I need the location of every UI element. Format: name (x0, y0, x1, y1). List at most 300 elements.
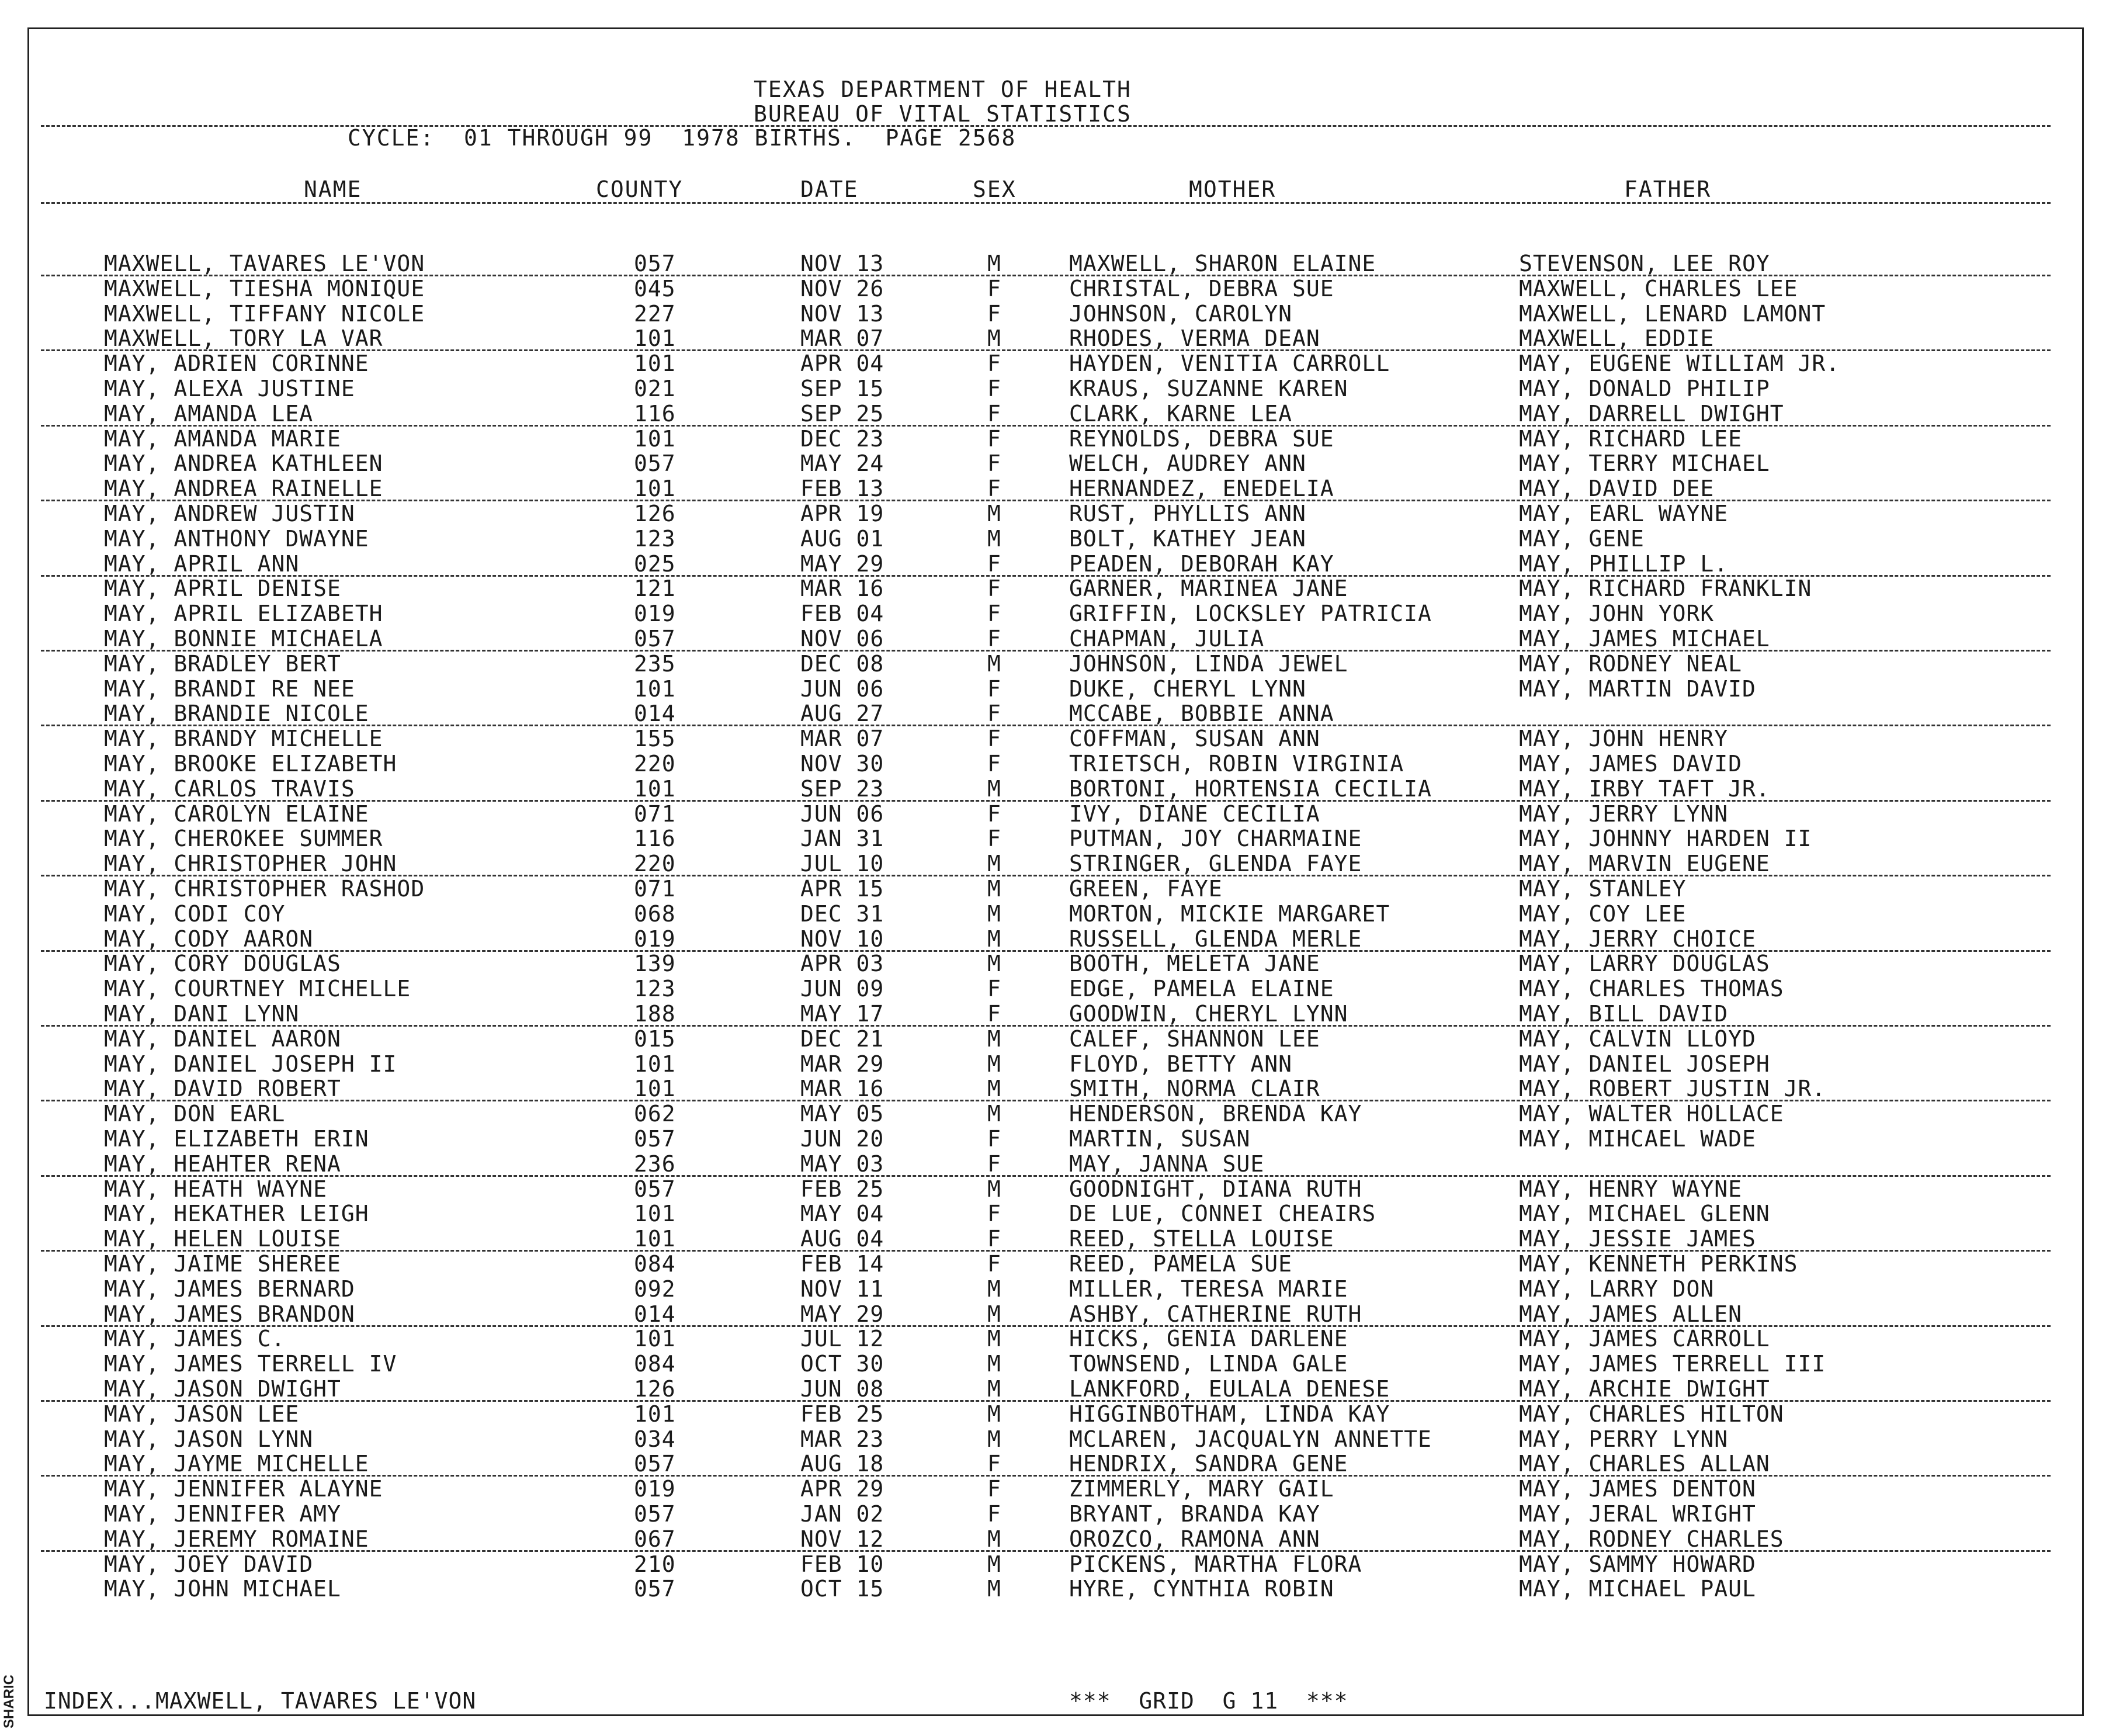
row-county: 101 (634, 1326, 676, 1352)
row-name: MAY, ANTHONY DWAYNE (104, 526, 369, 552)
row-mother: HENDRIX, SANDRA GENE (1069, 1451, 1348, 1477)
row-father: MAY, JOHN HENRY (1519, 726, 1729, 751)
row-date: APR 19 (800, 501, 884, 526)
row-name: MAXWELL, TIESHA MONIQUE (104, 276, 425, 302)
row-sex: M (987, 926, 1001, 952)
row-father: STEVENSON, LEE ROY (1519, 251, 1770, 276)
row-county: 071 (634, 801, 676, 827)
row-sex: F (987, 1151, 1001, 1177)
row-sex: M (987, 1576, 1001, 1602)
row-county: 227 (634, 301, 676, 327)
row-name: MAY, JAMES C. (104, 1326, 286, 1352)
row-mother: PEADEN, DEBORAH KAY (1069, 551, 1334, 577)
row-date: MAY 05 (800, 1101, 884, 1127)
row-date: JUN 06 (800, 676, 884, 702)
row-father: MAY, STANLEY (1519, 876, 1687, 902)
row-name: MAY, JASON LYNN (104, 1426, 314, 1452)
row-county: 126 (634, 1376, 676, 1402)
row-name: MAY, AMANDA MARIE (104, 426, 341, 452)
row-sex: F (987, 301, 1001, 327)
row-mother: CLARK, KARNE LEA (1069, 401, 1293, 427)
row-county: 014 (634, 1301, 676, 1327)
row-father: MAY, EUGENE WILLIAM JR. (1519, 351, 1840, 376)
row-mother: GOODWIN, CHERYL LYNN (1069, 1001, 1348, 1027)
row-name: MAY, JOHN MICHAEL (104, 1576, 341, 1602)
row-county: 121 (634, 576, 676, 601)
row-sex: M (987, 1426, 1001, 1452)
row-father: MAY, LARRY DOUGLAS (1519, 951, 1770, 976)
row-name: MAY, JASON DWIGHT (104, 1376, 341, 1402)
row-father: MAY, JAMES DAVID (1519, 751, 1743, 777)
row-name: MAY, HEATH WAYNE (104, 1176, 328, 1202)
row-name: MAXWELL, TIFFANY NICOLE (104, 301, 425, 327)
row-mother: PUTMAN, JOY CHARMAINE (1069, 826, 1362, 851)
row-father: MAY, JAMES ALLEN (1519, 1301, 1743, 1327)
row-county: 220 (634, 751, 676, 777)
row-date: NOV 06 (800, 626, 884, 652)
row-date: MAY 04 (800, 1201, 884, 1226)
row-mother: ASHBY, CATHERINE RUTH (1069, 1301, 1362, 1327)
row-date: APR 04 (800, 351, 884, 376)
row-mother: BOLT, KATHEY JEAN (1069, 526, 1306, 552)
row-name: MAY, CHRISTOPHER RASHOD (104, 876, 425, 902)
row-name: MAY, HELEN LOUISE (104, 1226, 341, 1252)
row-sex: F (987, 826, 1001, 851)
row-sex: F (987, 701, 1001, 726)
row-mother: REED, PAMELA SUE (1069, 1251, 1293, 1277)
row-date: SEP 23 (800, 776, 884, 802)
row-name: MAY, JAMES TERRELL IV (104, 1351, 397, 1377)
row-mother: CALEF, SHANNON LEE (1069, 1026, 1320, 1052)
column-header-sex: SEX (973, 176, 1017, 202)
row-name: MAY, APRIL DENISE (104, 576, 341, 601)
header-cycle: CYCLE: 01 THROUGH 99 1978 BIRTHS. PAGE 2568 (348, 125, 1017, 151)
header-divider (41, 125, 2051, 127)
row-name: MAXWELL, TORY LA VAR (104, 325, 383, 351)
row-sex: M (987, 1101, 1001, 1127)
row-date: JAN 02 (800, 1501, 884, 1527)
row-county: 101 (634, 1051, 676, 1077)
row-sex: M (987, 1176, 1001, 1202)
row-father: MAY, DARRELL DWIGHT (1519, 401, 1784, 427)
row-father: MAXWELL, EDDIE (1519, 325, 1715, 351)
row-sex: F (987, 351, 1001, 376)
row-date: MAR 16 (800, 1076, 884, 1101)
row-county: 062 (634, 1101, 676, 1127)
row-name: MAY, JAMES BRANDON (104, 1301, 355, 1327)
row-mother: COFFMAN, SUSAN ANN (1069, 726, 1320, 751)
row-date: MAR 16 (800, 576, 884, 601)
row-mother: RHODES, VERMA DEAN (1069, 325, 1320, 351)
row-sex: F (987, 1451, 1001, 1477)
row-mother: MARTIN, SUSAN (1069, 1126, 1251, 1152)
row-sex: F (987, 1201, 1001, 1226)
row-date: NOV 12 (800, 1526, 884, 1552)
row-county: 025 (634, 551, 676, 577)
row-divider (41, 650, 2051, 652)
row-father: MAY, DONALD PHILIP (1519, 376, 1770, 401)
row-name: MAY, CODI COY (104, 901, 286, 927)
row-county: 101 (634, 1201, 676, 1226)
row-sex: F (987, 726, 1001, 751)
row-father: MAY, CHARLES ALLAN (1519, 1451, 1770, 1477)
row-county: 139 (634, 951, 676, 976)
row-sex: F (987, 1476, 1001, 1502)
row-county: 015 (634, 1026, 676, 1052)
row-date: OCT 15 (800, 1576, 884, 1602)
row-father: MAY, WALTER HOLLACE (1519, 1101, 1784, 1127)
row-county: 019 (634, 601, 676, 626)
row-county: 236 (634, 1151, 676, 1177)
row-father: MAY, JOHN YORK (1519, 601, 1715, 626)
row-name: MAY, DON EARL (104, 1101, 286, 1127)
row-name: MAY, APRIL ANN (104, 551, 300, 577)
row-name: MAY, ANDREA KATHLEEN (104, 451, 383, 476)
row-name: MAY, JAIME SHEREE (104, 1251, 341, 1277)
row-mother: LANKFORD, EULALA DENESE (1069, 1376, 1390, 1402)
row-date: MAR 07 (800, 726, 884, 751)
row-sex: F (987, 476, 1001, 501)
row-date: FEB 25 (800, 1401, 884, 1427)
row-divider (41, 1175, 2051, 1177)
row-mother: GRIFFIN, LOCKSLEY PATRICIA (1069, 601, 1432, 626)
row-name: MAXWELL, TAVARES LE'VON (104, 251, 425, 276)
row-father: MAY, RODNEY NEAL (1519, 651, 1743, 677)
row-name: MAY, JOEY DAVID (104, 1551, 314, 1577)
row-county: 101 (634, 1076, 676, 1101)
row-name: MAY, CAROLYN ELAINE (104, 801, 369, 827)
row-date: MAY 29 (800, 1301, 884, 1327)
row-mother: MILLER, TERESA MARIE (1069, 1276, 1348, 1302)
row-father: MAY, GENE (1519, 526, 1645, 552)
row-name: MAY, ALEXA JUSTINE (104, 376, 355, 401)
row-date: NOV 26 (800, 276, 884, 302)
row-county: 101 (634, 1226, 676, 1252)
row-county: 116 (634, 826, 676, 851)
footer-index: INDEX...MAXWELL, TAVARES LE'VON (44, 1688, 477, 1714)
row-father: MAXWELL, CHARLES LEE (1519, 276, 1798, 302)
row-mother: MCLAREN, JACQUALYN ANNETTE (1069, 1426, 1432, 1452)
row-name: MAY, CODY AARON (104, 926, 314, 952)
row-mother: SMITH, NORMA CLAIR (1069, 1076, 1320, 1101)
row-mother: STRINGER, GLENDA FAYE (1069, 851, 1362, 876)
row-sex: F (987, 751, 1001, 777)
row-name: MAY, JENNIFER ALAYNE (104, 1476, 383, 1502)
row-name: MAY, CORY DOUGLAS (104, 951, 341, 976)
row-county: 084 (634, 1351, 676, 1377)
row-county: 101 (634, 676, 676, 702)
row-sex: M (987, 1551, 1001, 1577)
row-mother: JOHNSON, LINDA JEWEL (1069, 651, 1348, 677)
row-mother: OROZCO, RAMONA ANN (1069, 1526, 1320, 1552)
row-name: MAY, CARLOS TRAVIS (104, 776, 355, 802)
row-name: MAY, CHEROKEE SUMMER (104, 826, 383, 851)
row-mother: PICKENS, MARTHA FLORA (1069, 1551, 1362, 1577)
side-label-text: SHARIC (1, 1674, 17, 1728)
row-name: MAY, BRANDI RE NEE (104, 676, 355, 702)
row-date: MAR 07 (800, 325, 884, 351)
row-father: MAY, CHARLES HILTON (1519, 1401, 1784, 1427)
row-name: MAY, COURTNEY MICHELLE (104, 976, 411, 1002)
row-sex: F (987, 551, 1001, 577)
row-sex: M (987, 851, 1001, 876)
row-date: MAY 03 (800, 1151, 884, 1177)
row-sex: F (987, 401, 1001, 427)
column-header-divider (41, 202, 2051, 204)
column-header-date: DATE (800, 176, 859, 202)
row-date: NOV 10 (800, 926, 884, 952)
row-mother: JOHNSON, CAROLYN (1069, 301, 1293, 327)
row-sex: F (987, 1001, 1001, 1027)
row-sex: M (987, 776, 1001, 802)
row-date: DEC 08 (800, 651, 884, 677)
row-sex: F (987, 601, 1001, 626)
row-date: APR 29 (800, 1476, 884, 1502)
row-father: MAY, RODNEY CHARLES (1519, 1526, 1784, 1552)
row-father: MAY, JERRY CHOICE (1519, 926, 1756, 952)
row-sex: M (987, 1076, 1001, 1101)
row-sex: M (987, 901, 1001, 927)
row-county: 101 (634, 776, 676, 802)
row-name: MAY, JAYME MICHELLE (104, 1451, 369, 1477)
row-date: APR 15 (800, 876, 884, 902)
row-date: MAY 17 (800, 1001, 884, 1027)
row-sex: M (987, 1526, 1001, 1552)
row-sex: F (987, 376, 1001, 401)
row-father: MAY, PERRY LYNN (1519, 1426, 1729, 1452)
row-county: 057 (634, 1126, 676, 1152)
column-header-county: COUNTY (596, 176, 684, 202)
row-county: 123 (634, 976, 676, 1002)
row-mother: BORTONI, HORTENSIA CECILIA (1069, 776, 1432, 802)
row-father: MAY, JAMES CARROLL (1519, 1326, 1770, 1352)
row-mother: DE LUE, CONNEI CHEAIRS (1069, 1201, 1376, 1226)
row-name: MAY, BRANDIE NICOLE (104, 701, 369, 726)
row-mother: RUSSELL, GLENDA MERLE (1069, 926, 1362, 952)
row-name: MAY, ADRIEN CORINNE (104, 351, 369, 376)
row-mother: TRIETSCH, ROBIN VIRGINIA (1069, 751, 1404, 777)
row-mother: EDGE, PAMELA ELAINE (1069, 976, 1334, 1002)
row-sex: M (987, 1276, 1001, 1302)
row-date: JUL 12 (800, 1326, 884, 1352)
row-date: JUN 06 (800, 801, 884, 827)
row-name: MAY, DANIEL JOSEPH II (104, 1051, 397, 1077)
row-county: 057 (634, 1576, 676, 1602)
row-name: MAY, CHRISTOPHER JOHN (104, 851, 397, 876)
header-department: TEXAS DEPARTMENT OF HEALTH (754, 77, 1132, 102)
row-divider (41, 425, 2051, 427)
row-date: JAN 31 (800, 826, 884, 851)
row-county: 014 (634, 701, 676, 726)
row-mother: HYRE, CYNTHIA ROBIN (1069, 1576, 1334, 1602)
row-county: 220 (634, 851, 676, 876)
row-date: NOV 13 (800, 301, 884, 327)
row-father: MAY, TERRY MICHAEL (1519, 451, 1770, 476)
row-date: FEB 13 (800, 476, 884, 501)
row-date: NOV 30 (800, 751, 884, 777)
row-date: DEC 31 (800, 901, 884, 927)
row-mother: HERNANDEZ, ENEDELIA (1069, 476, 1334, 501)
row-father: MAY, KENNETH PERKINS (1519, 1251, 1798, 1277)
column-header-mother: MOTHER (1189, 176, 1276, 202)
row-mother: REYNOLDS, DEBRA SUE (1069, 426, 1334, 452)
row-date: AUG 04 (800, 1226, 884, 1252)
row-sex: M (987, 526, 1001, 552)
row-county: 057 (634, 251, 676, 276)
row-name: MAY, JASON LEE (104, 1401, 300, 1427)
row-sex: F (987, 1126, 1001, 1152)
row-date: JUL 10 (800, 851, 884, 876)
row-mother: MORTON, MICKIE MARGARET (1069, 901, 1390, 927)
row-father: MAY, SAMMY HOWARD (1519, 1551, 1756, 1577)
row-sex: M (987, 1401, 1001, 1427)
row-sex: M (987, 876, 1001, 902)
row-sex: F (987, 626, 1001, 652)
row-sex: M (987, 251, 1001, 276)
row-name: MAY, JEREMY ROMAINE (104, 1526, 369, 1552)
row-sex: M (987, 325, 1001, 351)
row-father: MAY, BILL DAVID (1519, 1001, 1729, 1027)
row-mother: CHRISTAL, DEBRA SUE (1069, 276, 1334, 302)
row-date: DEC 23 (800, 426, 884, 452)
row-date: APR 03 (800, 951, 884, 976)
row-father: MAY, DANIEL JOSEPH (1519, 1051, 1770, 1077)
row-mother: GOODNIGHT, DIANA RUTH (1069, 1176, 1362, 1202)
row-date: JUN 08 (800, 1376, 884, 1402)
row-county: 057 (634, 1176, 676, 1202)
row-sex: M (987, 951, 1001, 976)
row-county: 057 (634, 626, 676, 652)
row-name: MAY, JAMES BERNARD (104, 1276, 355, 1302)
row-mother: GREEN, FAYE (1069, 876, 1223, 902)
row-county: 123 (634, 526, 676, 552)
row-sex: M (987, 1026, 1001, 1052)
row-county: 084 (634, 1251, 676, 1277)
row-name: MAY, HEAHTER RENA (104, 1151, 341, 1177)
row-county: 057 (634, 451, 676, 476)
row-sex: F (987, 276, 1001, 302)
row-mother: IVY, DIANE CECILIA (1069, 801, 1320, 827)
row-date: AUG 18 (800, 1451, 884, 1477)
row-sex: F (987, 576, 1001, 601)
row-sex: M (987, 1351, 1001, 1377)
row-date: FEB 14 (800, 1251, 884, 1277)
row-date: AUG 27 (800, 701, 884, 726)
row-father: MAY, JAMES TERRELL III (1519, 1351, 1826, 1377)
row-mother: BRYANT, BRANDA KAY (1069, 1501, 1320, 1527)
row-mother: MAXWELL, SHARON ELAINE (1069, 251, 1376, 276)
row-county: 116 (634, 401, 676, 427)
row-father: MAY, RICHARD LEE (1519, 426, 1743, 452)
row-mother: WELCH, AUDREY ANN (1069, 451, 1306, 476)
row-mother: HENDERSON, BRENDA KAY (1069, 1101, 1362, 1127)
row-sex: F (987, 976, 1001, 1002)
row-county: 057 (634, 1501, 676, 1527)
row-date: FEB 04 (800, 601, 884, 626)
row-county: 068 (634, 901, 676, 927)
row-father: MAY, MICHAEL GLENN (1519, 1201, 1770, 1226)
row-name: MAY, DAVID ROBERT (104, 1076, 341, 1101)
row-sex: M (987, 1051, 1001, 1077)
row-name: MAY, APRIL ELIZABETH (104, 601, 383, 626)
row-father: MAY, MIHCAEL WADE (1519, 1126, 1756, 1152)
row-mother: ZIMMERLY, MARY GAIL (1069, 1476, 1334, 1502)
row-county: 126 (634, 501, 676, 526)
row-mother: KRAUS, SUZANNE KAREN (1069, 376, 1348, 401)
row-sex: M (987, 1301, 1001, 1327)
column-header-name: NAME (304, 176, 362, 202)
row-date: NOV 13 (800, 251, 884, 276)
row-date: FEB 25 (800, 1176, 884, 1202)
row-name: MAY, ANDREA RAINELLE (104, 476, 383, 501)
row-sex: F (987, 1251, 1001, 1277)
row-name: MAY, DANI LYNN (104, 1001, 300, 1027)
row-name: MAY, DANIEL AARON (104, 1026, 341, 1052)
row-county: 021 (634, 376, 676, 401)
row-county: 019 (634, 1476, 676, 1502)
column-header-father: FATHER (1624, 176, 1712, 202)
row-name: MAY, BRADLEY BERT (104, 651, 341, 677)
row-name: MAY, JENNIFER AMY (104, 1501, 341, 1527)
row-sex: F (987, 1226, 1001, 1252)
row-father: MAY, PHILLIP L. (1519, 551, 1729, 577)
row-county: 019 (634, 926, 676, 952)
row-sex: M (987, 1326, 1001, 1352)
row-county: 071 (634, 876, 676, 902)
row-father: MAY, JOHNNY HARDEN II (1519, 826, 1812, 851)
row-sex: F (987, 1501, 1001, 1527)
row-mother: MCCABE, BOBBIE ANNA (1069, 701, 1334, 726)
row-father: MAY, MICHAEL PAUL (1519, 1576, 1756, 1602)
row-sex: M (987, 1376, 1001, 1402)
row-date: AUG 01 (800, 526, 884, 552)
row-date: MAY 24 (800, 451, 884, 476)
row-date: JUN 09 (800, 976, 884, 1002)
row-father: MAY, JERAL WRIGHT (1519, 1501, 1756, 1527)
row-father: MAY, ARCHIE DWIGHT (1519, 1376, 1770, 1402)
header-bureau: BUREAU OF VITAL STATISTICS (754, 101, 1132, 127)
row-father: MAY, JESSIE JAMES (1519, 1226, 1756, 1252)
row-father: MAY, EARL WAYNE (1519, 501, 1729, 526)
row-father: MAY, JERRY LYNN (1519, 801, 1729, 827)
row-mother: BOOTH, MELETA JANE (1069, 951, 1320, 976)
row-father: MAY, LARRY DON (1519, 1276, 1715, 1302)
row-date: SEP 15 (800, 376, 884, 401)
row-father: MAY, IRBY TAFT JR. (1519, 776, 1770, 802)
row-sex: M (987, 501, 1001, 526)
row-county: 067 (634, 1526, 676, 1552)
row-sex: F (987, 676, 1001, 702)
row-name: MAY, ANDREW JUSTIN (104, 501, 355, 526)
row-county: 101 (634, 325, 676, 351)
row-mother: DUKE, CHERYL LYNN (1069, 676, 1306, 702)
row-name: MAY, AMANDA LEA (104, 401, 314, 427)
row-county: 045 (634, 276, 676, 302)
row-sex: F (987, 426, 1001, 452)
row-mother: HAYDEN, VENITIA CARROLL (1069, 351, 1390, 376)
row-name: MAY, HEKATHER LEIGH (104, 1201, 369, 1226)
row-father: MAY, JAMES MICHAEL (1519, 626, 1770, 652)
row-name: MAY, BONNIE MICHAELA (104, 626, 383, 652)
row-county: 101 (634, 426, 676, 452)
row-father: MAY, MARTIN DAVID (1519, 676, 1756, 702)
row-date: MAR 29 (800, 1051, 884, 1077)
row-sex: M (987, 651, 1001, 677)
row-county: 101 (634, 476, 676, 501)
row-date: SEP 25 (800, 401, 884, 427)
row-sex: F (987, 801, 1001, 827)
row-mother: FLOYD, BETTY ANN (1069, 1051, 1293, 1077)
